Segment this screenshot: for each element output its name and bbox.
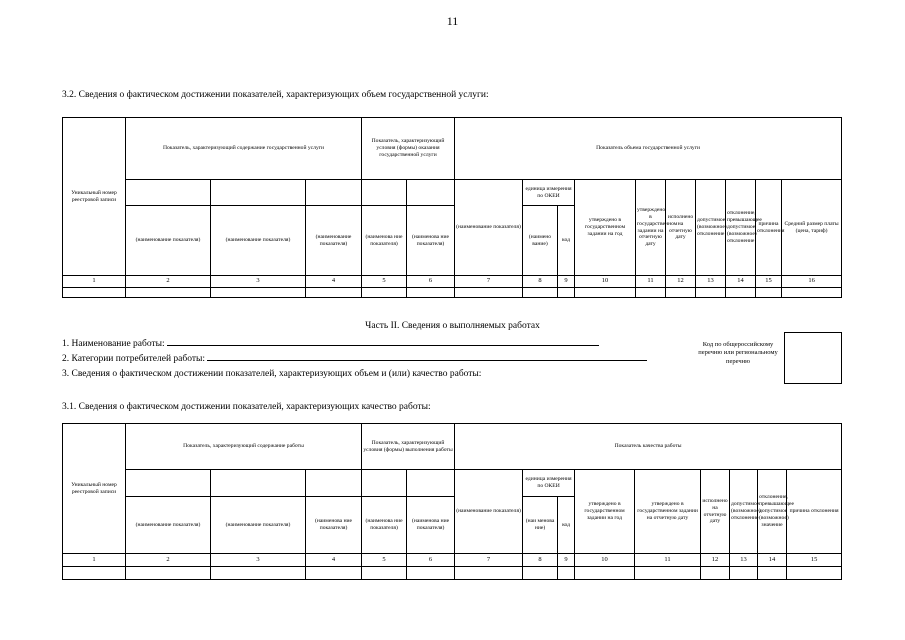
column-number: 15 <box>756 276 782 288</box>
column-number: 15 <box>787 554 842 567</box>
empty-data-cell <box>211 567 306 580</box>
page-number: 11 <box>446 14 459 28</box>
col-approved-date: утверждено в государственном задании на отчетную дату <box>636 180 666 276</box>
col-exceeding-deviation: отклонение, превышающее допустимое (возможное) отклонение <box>726 180 756 276</box>
empty-data-cell <box>306 288 362 298</box>
col-content-name-1: (наименование показателя) <box>126 497 211 554</box>
consumer-categories-label: 2. Категории потребителей работы: <box>62 354 205 364</box>
column-number: 14 <box>726 276 756 288</box>
empty-data-cell <box>758 567 787 580</box>
column-number: 13 <box>730 554 758 567</box>
col-approved-year: утверждено в государственном задании на год <box>575 470 635 554</box>
column-number: 10 <box>575 554 635 567</box>
empty-data-cell <box>696 288 726 298</box>
empty-data-cell <box>635 567 701 580</box>
empty-data-cell <box>126 567 211 580</box>
column-number: 4 <box>306 554 362 567</box>
column-number: 2 <box>126 554 211 567</box>
col-okei-name: (наи менова ние) <box>523 497 558 554</box>
col-okei-code: код <box>558 206 575 276</box>
column-number: 12 <box>701 554 730 567</box>
blank-cell <box>126 470 211 497</box>
col-condition-name-1: (наименова ние показателя) <box>362 497 407 554</box>
column-number: 6 <box>407 554 455 567</box>
empty-data-cell <box>575 288 636 298</box>
empty-data-cell <box>558 288 575 298</box>
work-name-field <box>167 345 599 346</box>
column-number: 13 <box>696 276 726 288</box>
column-number: 3 <box>211 554 306 567</box>
column-number: 1 <box>63 276 126 288</box>
consumer-categories-line <box>62 354 647 364</box>
empty-data-cell <box>726 288 756 298</box>
blank-cell <box>407 470 455 497</box>
empty-data-cell <box>701 567 730 580</box>
empty-data-cell <box>787 567 842 580</box>
section-3-1-title: 3.1. Сведения о фактическом достижении показателей, характеризующих качество работы: <box>62 402 431 412</box>
column-number: 9 <box>558 554 575 567</box>
blank-cell <box>126 180 211 206</box>
column-number: 11 <box>636 276 666 288</box>
quality-indicators-table <box>62 423 842 580</box>
column-number: 12 <box>666 276 696 288</box>
column-number: 7 <box>455 276 523 288</box>
col-content-name-1: (наименование показателя) <box>126 206 211 276</box>
col-condition-name-2: (наименова ние показателя) <box>407 206 455 276</box>
empty-data-cell <box>211 288 306 298</box>
col-allowed-deviation: допустимое (возможное) отклонение <box>730 470 758 554</box>
volume-indicators-table <box>62 117 842 298</box>
col-content-name-2: (наименование показателя) <box>211 206 306 276</box>
empty-data-cell <box>575 567 635 580</box>
actual-achievement-line: 3. Сведения о фактическом достижении показателей, характеризующих объем и (или) качество работы: <box>62 369 482 379</box>
column-number: 3 <box>211 276 306 288</box>
column-number: 2 <box>126 276 211 288</box>
empty-data-cell <box>362 288 407 298</box>
code-box <box>784 332 842 384</box>
column-number: 6 <box>407 276 455 288</box>
col-executed: исполнено на отчетную дату <box>701 470 730 554</box>
blank-cell <box>211 470 306 497</box>
group-quality-indicator: Показатель качества работы <box>455 424 842 470</box>
col-okei-unit: единица измерения по ОКЕИ <box>523 470 575 497</box>
empty-data-cell <box>455 288 523 298</box>
consumer-categories-field <box>207 360 647 361</box>
blank-cell <box>306 470 362 497</box>
column-number: 11 <box>635 554 701 567</box>
empty-data-cell <box>523 567 558 580</box>
column-number: 14 <box>758 554 787 567</box>
col-approved-date: утверждено в государственном задании на отчетную дату <box>635 470 701 554</box>
group-conditions-indicator: Показатель, характеризующий условия (формы) выполнения работы <box>362 424 455 470</box>
empty-data-cell <box>306 567 362 580</box>
col-executed: исполнено на отчетную дату <box>666 180 696 276</box>
col-deviation-reason: причина отклонения <box>756 180 782 276</box>
empty-data-cell <box>455 567 523 580</box>
column-number: 8 <box>523 554 558 567</box>
empty-data-cell <box>666 288 696 298</box>
col-approved-year: утверждено в государственном задании на год <box>575 180 636 276</box>
empty-data-cell <box>126 288 211 298</box>
group-conditions-indicator: Показатель, характеризующий условия (формы) оказания государственной услуги <box>362 118 455 180</box>
col-average-fee: Средний размер платы (цена, тариф) <box>782 180 842 276</box>
col-indicator-name: (наименование показателя) <box>455 470 523 554</box>
empty-data-cell <box>63 288 126 298</box>
empty-data-cell <box>362 567 407 580</box>
col-content-name-3: (наименование показателя) <box>306 206 362 276</box>
empty-data-cell <box>558 567 575 580</box>
empty-data-cell <box>63 567 126 580</box>
part-2-title: Часть II. Сведения о выполняемых работах <box>365 321 540 331</box>
col-okei-code: код <box>558 497 575 554</box>
col-exceeding-deviation: отклонение, превышающее допустимое (возможное) значение <box>758 470 787 554</box>
column-number: 7 <box>455 554 523 567</box>
column-number: 8 <box>523 276 558 288</box>
empty-data-cell <box>636 288 666 298</box>
column-number: 1 <box>63 554 126 567</box>
empty-data-cell <box>730 567 758 580</box>
empty-data-cell <box>782 288 842 298</box>
blank-cell <box>306 180 362 206</box>
column-number: 10 <box>575 276 636 288</box>
col-condition-name-2: (наименова ние показателя) <box>407 497 455 554</box>
column-number: 4 <box>306 276 362 288</box>
col-content-name-3: (наименова ние показателя) <box>306 497 362 554</box>
col-okei-unit: единица измерения по ОКЕИ <box>523 180 575 206</box>
empty-data-cell <box>523 288 558 298</box>
col-indicator-name: (наименование показателя) <box>455 180 523 276</box>
blank-cell <box>362 180 407 206</box>
work-name-line <box>62 339 599 349</box>
col-condition-name-1: (наименова ние показателя) <box>362 206 407 276</box>
empty-data-cell <box>407 567 455 580</box>
work-name-label: 1. Наименование работы: <box>62 339 165 349</box>
col-deviation-reason: причина отклонения <box>787 470 842 554</box>
blank-cell <box>362 470 407 497</box>
column-number: 16 <box>782 276 842 288</box>
col-unique-record: Уникальный номер реестровой записи <box>63 118 126 276</box>
blank-cell <box>407 180 455 206</box>
blank-cell <box>211 180 306 206</box>
column-number: 5 <box>362 554 407 567</box>
col-allowed-deviation: допустимое (возможное) отклонение <box>696 180 726 276</box>
code-label: Код по общероссийскому перечню или региональному перечню <box>698 341 778 365</box>
group-volume-indicator: Показатель объема государственной услуги <box>455 118 842 180</box>
col-unique-record: Уникальный номер реестровой записи <box>63 424 126 554</box>
group-content-indicator: Показатель, характеризующий содержание государственной услуги <box>126 118 362 180</box>
col-content-name-2: (наименование показателя) <box>211 497 306 554</box>
empty-data-cell <box>407 288 455 298</box>
section-3-2-title: 3.2. Сведения о фактическом достижении показателей, характеризующих объем государственной услуги: <box>62 90 489 100</box>
group-content-indicator: Показатель, характеризующий содержание работы <box>126 424 362 470</box>
column-number: 9 <box>558 276 575 288</box>
column-number: 5 <box>362 276 407 288</box>
col-okei-name: (наимено вание) <box>523 206 558 276</box>
empty-data-cell <box>756 288 782 298</box>
